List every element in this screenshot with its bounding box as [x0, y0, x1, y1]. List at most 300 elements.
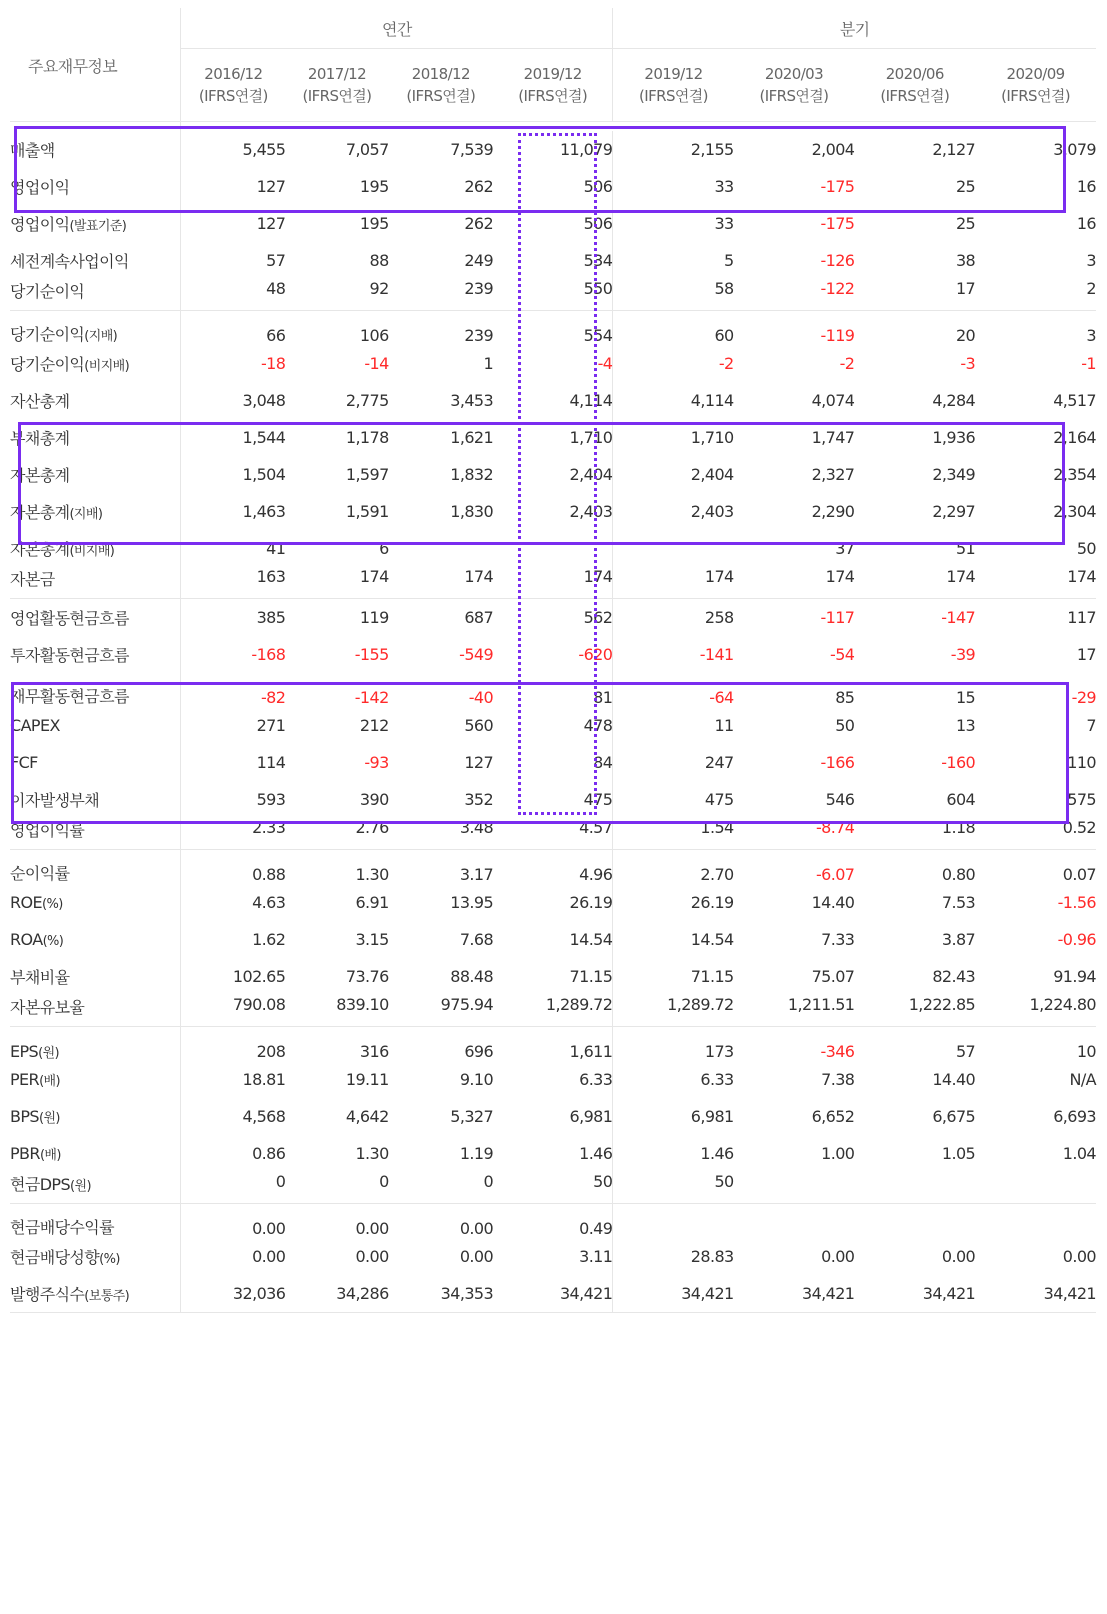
value-cell: 19.11: [345, 1070, 389, 1089]
value-cell: 4,642: [345, 1107, 389, 1126]
table-row: [10, 131, 1096, 168]
row-label: [10, 1204, 181, 1239]
row-label-sub: (%): [99, 1252, 120, 1267]
row-label: [10, 168, 181, 205]
period-header: [181, 49, 285, 122]
value-cell: 92: [285, 279, 388, 311]
value-cell: 2,404: [493, 456, 613, 493]
value-cell: 34,353: [389, 1275, 493, 1313]
value-cell: 71.15: [493, 958, 613, 995]
table-row: [10, 707, 1096, 744]
table-row: [10, 884, 1096, 921]
row-label-text: PBR: [10, 1144, 40, 1163]
value-cell: -14: [364, 354, 389, 373]
value-cell: 58: [613, 279, 734, 311]
row-label-sub: (지배): [69, 507, 103, 522]
row-label: [10, 382, 181, 419]
row-label: [10, 744, 181, 781]
value-cell: 7: [1086, 716, 1096, 735]
value-cell: 6,981: [493, 1098, 613, 1135]
value-cell: 4,284: [932, 391, 976, 410]
value-cell: 506: [493, 205, 613, 242]
value-cell: -0.96: [1057, 930, 1096, 949]
row-label: [10, 636, 181, 673]
value-cell: 4,568: [242, 1107, 286, 1126]
row-label: [10, 279, 181, 311]
row-label-sub: (비지배): [84, 359, 130, 374]
value-cell: 1,178: [345, 428, 389, 447]
table-row: [10, 530, 1096, 567]
value-cell: 2,304: [1053, 502, 1096, 521]
value-cell: 33: [714, 214, 734, 233]
value-cell: 352: [464, 790, 494, 809]
value-cell: 1.00: [821, 1144, 855, 1163]
value-cell: 66: [266, 326, 286, 345]
row-label-sub: (배): [39, 1074, 60, 1089]
value-cell: 7,539: [450, 140, 494, 159]
value-cell: 6.91: [355, 893, 389, 912]
value-cell: -64: [709, 688, 734, 707]
row-label: [10, 995, 181, 1027]
value-cell: -39: [950, 645, 976, 664]
value-cell: 75.07: [811, 967, 855, 986]
value-cell: 2,354: [1053, 465, 1096, 484]
value-cell: 34,421: [854, 1275, 975, 1313]
value-cell: -2: [839, 354, 855, 373]
value-cell: 16: [1076, 177, 1096, 196]
value-cell: 1.46: [700, 1144, 734, 1163]
value-cell: 26.19: [690, 893, 734, 912]
value-cell: 110: [1067, 753, 1096, 772]
value-cell: 1,224.80: [975, 995, 1096, 1027]
row-label: [10, 311, 181, 346]
value-cell: 81: [493, 673, 613, 707]
period-date: 2018/12: [411, 65, 470, 83]
row-label-text: 자본유보율: [10, 998, 85, 1017]
value-cell: 1.19: [459, 1144, 494, 1163]
period-basis: (IFRS연결): [880, 87, 950, 105]
value-cell: -40: [468, 688, 494, 707]
value-cell: 73.76: [345, 967, 389, 986]
row-label-text: 현금DPS: [10, 1175, 71, 1194]
value-cell: 4,074: [811, 391, 855, 410]
value-cell: 82.43: [932, 967, 976, 986]
value-cell: 41: [266, 539, 286, 558]
row-label: [10, 818, 181, 850]
value-cell: 2,327: [811, 465, 855, 484]
value-cell: 102.65: [232, 967, 286, 986]
value-cell: 0.00: [252, 1219, 286, 1238]
value-cell: -620: [493, 636, 613, 673]
period-basis: (IFRS연결): [1001, 87, 1071, 105]
table-row: [10, 921, 1096, 958]
value-cell: 1,710: [493, 419, 613, 456]
table-row: [10, 995, 1096, 1027]
value-cell: 1.30: [355, 865, 389, 884]
value-cell: 0.49: [493, 1204, 613, 1239]
period-basis: (IFRS연결): [518, 87, 588, 105]
row-label-text: 매출액: [10, 141, 55, 160]
value-cell: 3: [1086, 326, 1096, 345]
value-cell: 32,036: [181, 1275, 285, 1313]
value-cell: 25: [955, 177, 976, 196]
value-cell: 6.33: [493, 1061, 613, 1098]
row-label: [10, 707, 181, 744]
value-cell: 4,114: [690, 391, 734, 410]
value-cell: 475: [493, 781, 613, 818]
row-label-text: 현금배당성향: [10, 1248, 100, 1267]
row-label: [10, 1172, 181, 1204]
value-cell: 117: [1067, 608, 1096, 627]
period-date: 2016/12: [204, 65, 263, 83]
period-header: [975, 49, 1096, 122]
value-cell: 11,079: [493, 131, 613, 168]
value-cell: 2,297: [932, 502, 976, 521]
value-cell: 5: [724, 251, 734, 270]
value-cell: 2.70: [700, 865, 734, 884]
row-label: [10, 921, 181, 958]
value-cell: 2.76: [285, 818, 388, 850]
row-label-sub: (지배): [84, 329, 118, 344]
period-date: 2019/12: [523, 65, 582, 83]
table-row: [10, 567, 1096, 599]
period-header: [613, 49, 734, 122]
value-cell: 316: [359, 1042, 389, 1061]
value-cell: -3: [960, 354, 976, 373]
value-cell: 506: [493, 168, 613, 205]
table-row: [10, 1238, 1096, 1275]
row-label: [10, 1061, 181, 1098]
value-cell: 34,421: [613, 1275, 734, 1313]
value-cell: 0.86: [252, 1144, 286, 1163]
table-row: [10, 493, 1096, 530]
row-label-text: 자본총계: [10, 466, 70, 485]
value-cell: 0.00: [941, 1247, 976, 1266]
value-cell: 106: [359, 326, 389, 345]
row-label: [10, 850, 181, 885]
table-row: [10, 311, 1096, 346]
value-cell: 1,544: [242, 428, 286, 447]
value-cell: 3.48: [389, 818, 493, 850]
value-cell: 262: [464, 177, 494, 196]
value-cell: 34,421: [734, 1275, 855, 1313]
value-cell: 88.48: [450, 967, 494, 986]
value-cell: 7.68: [459, 930, 494, 949]
value-cell: 3,048: [242, 391, 286, 410]
value-cell: 174: [493, 567, 613, 599]
financial-table: [10, 8, 1096, 1313]
table-label-header: 주요재무정보: [10, 8, 181, 122]
table-row: [10, 456, 1096, 493]
value-cell: [854, 1204, 975, 1239]
value-cell: 0.07: [1062, 865, 1096, 884]
value-cell: -166: [820, 753, 855, 772]
value-cell: 127: [256, 214, 286, 233]
row-label: [10, 673, 181, 707]
row-label-sub: (원): [38, 1111, 60, 1126]
value-cell: 271: [256, 716, 286, 735]
table-row: [10, 1135, 1096, 1172]
value-cell: 2,775: [345, 391, 389, 410]
value-cell: 119: [359, 608, 389, 627]
value-cell: 1.05: [941, 1144, 976, 1163]
row-label-text: 부채총계: [10, 429, 70, 448]
value-cell: 1,830: [450, 502, 494, 521]
value-cell: 2,290: [811, 502, 855, 521]
value-cell: 249: [464, 251, 494, 270]
table-row: [10, 419, 1096, 456]
value-cell: 34,286: [285, 1275, 388, 1313]
table-row: [10, 345, 1096, 382]
period-basis: (IFRS연결): [759, 87, 829, 105]
value-cell: 239: [389, 279, 493, 311]
value-cell: 2,127: [932, 140, 976, 159]
value-cell: 1.46: [493, 1135, 613, 1172]
row-label-sub: (원): [70, 1179, 91, 1194]
value-cell: 127: [256, 177, 286, 196]
value-cell: 2,404: [690, 465, 734, 484]
value-cell: 3,079: [1053, 140, 1096, 159]
row-label: [10, 205, 181, 242]
value-cell: 2,349: [932, 465, 976, 484]
value-cell: 6,693: [1053, 1107, 1096, 1126]
value-cell: 0: [285, 1172, 388, 1204]
row-label: [10, 419, 181, 456]
row-label: [10, 1027, 181, 1062]
value-cell: 247: [704, 753, 734, 772]
value-cell: -141: [699, 645, 734, 664]
value-cell: 2,164: [1053, 428, 1096, 447]
table-row: [10, 1204, 1096, 1239]
period-date: 2019/12: [644, 65, 703, 83]
value-cell: 208: [256, 1042, 286, 1061]
table-row: [10, 636, 1096, 673]
value-cell: 0.00: [459, 1219, 494, 1238]
value-cell: -18: [260, 354, 286, 373]
table-row: [10, 1098, 1096, 1135]
row-label-text: EPS: [10, 1042, 39, 1061]
row-label-text: 세전계속사업이익: [10, 252, 129, 271]
period-header: [734, 49, 855, 122]
value-cell: 14.54: [493, 921, 613, 958]
table-row: [10, 168, 1096, 205]
value-cell: 478: [493, 707, 613, 744]
row-label-text: 재무활동현금흐름: [10, 687, 129, 706]
value-cell: 560: [464, 716, 494, 735]
value-cell: 85: [835, 688, 855, 707]
value-cell: 390: [359, 790, 389, 809]
value-cell: 174: [975, 567, 1096, 599]
period-header: [389, 49, 493, 122]
value-cell: 13: [955, 716, 976, 735]
table-row: [10, 744, 1096, 781]
value-cell: 2,403: [493, 493, 613, 530]
value-cell: 262: [464, 214, 494, 233]
value-cell: 1,504: [242, 465, 286, 484]
value-cell: -82: [260, 688, 286, 707]
value-cell: -147: [941, 608, 976, 627]
table-row: [10, 673, 1096, 707]
value-cell: 6,675: [932, 1107, 976, 1126]
value-cell: 4.96: [493, 850, 613, 885]
value-cell: 57: [266, 251, 286, 270]
value-cell: -175: [820, 214, 855, 233]
annual-group-header: 연간: [181, 8, 613, 49]
value-cell: 696: [464, 1042, 494, 1061]
value-cell: 212: [359, 716, 389, 735]
value-cell: 7.33: [821, 930, 855, 949]
value-cell: 3.17: [459, 865, 494, 884]
row-label: [10, 599, 181, 637]
value-cell: 1.62: [252, 930, 286, 949]
value-cell: 5,327: [450, 1107, 494, 1126]
table-row: [10, 242, 1096, 279]
value-cell: [613, 1204, 734, 1239]
row-label-text: 순이익률: [10, 864, 70, 883]
value-cell: 839.10: [285, 995, 388, 1027]
value-cell: [734, 1172, 855, 1204]
row-label-sub: (%): [42, 934, 64, 949]
value-cell: 1,591: [345, 502, 389, 521]
row-label-text: 자본총계: [10, 540, 70, 559]
row-label-text: 영업활동현금흐름: [10, 609, 129, 628]
value-cell: 1,621: [450, 428, 494, 447]
value-cell: 2,155: [690, 140, 734, 159]
value-cell: 17: [854, 279, 975, 311]
value-cell: 3,453: [450, 391, 494, 410]
quarter-group-header: 분기: [613, 8, 1096, 49]
value-cell: 6,652: [811, 1107, 855, 1126]
value-cell: 1,611: [493, 1027, 613, 1062]
value-cell: 50: [493, 1172, 613, 1204]
row-label: [10, 242, 181, 279]
value-cell: 1,463: [242, 502, 286, 521]
value-cell: 0.52: [975, 818, 1096, 850]
row-label-text: 자본총계: [10, 503, 70, 522]
value-cell: 16: [1076, 214, 1096, 233]
value-cell: 7.38: [821, 1070, 855, 1089]
value-cell: 0: [389, 1172, 493, 1204]
value-cell: 554: [493, 311, 613, 346]
value-cell: 5,455: [242, 140, 286, 159]
value-cell: 38: [955, 251, 976, 270]
row-label: [10, 567, 181, 599]
value-cell: -117: [820, 608, 855, 627]
value-cell: 1,936: [932, 428, 976, 447]
period-header: [285, 49, 388, 122]
row-label-text: 영업이익: [10, 178, 70, 197]
row-label-text: CAPEX: [10, 716, 60, 735]
value-cell: 1,289.72: [493, 995, 613, 1027]
value-cell: -122: [734, 279, 855, 311]
value-cell: [493, 530, 613, 567]
value-cell: 14.40: [811, 893, 855, 912]
value-cell: 20: [955, 326, 976, 345]
value-cell: 25: [955, 214, 976, 233]
value-cell: 50: [835, 716, 855, 735]
value-cell: 14.54: [690, 930, 734, 949]
value-cell: 3.87: [941, 930, 976, 949]
value-cell: 174: [854, 567, 975, 599]
value-cell: 1.18: [854, 818, 975, 850]
value-cell: 174: [613, 567, 734, 599]
value-cell: 562: [493, 599, 613, 637]
value-cell: 0.00: [355, 1219, 389, 1238]
row-label: [10, 131, 181, 168]
row-label: [10, 456, 181, 493]
value-cell: 0.80: [941, 865, 976, 884]
value-cell: 2: [975, 279, 1096, 311]
value-cell: 14.40: [932, 1070, 976, 1089]
value-cell: 7,057: [345, 140, 389, 159]
period-basis: (IFRS연결): [406, 87, 476, 105]
value-cell: 1.54: [613, 818, 734, 850]
value-cell: 1,222.85: [854, 995, 975, 1027]
value-cell: 50: [1076, 539, 1096, 558]
table-row: [10, 205, 1096, 242]
value-cell: 18.81: [242, 1070, 286, 1089]
value-cell: 91.94: [1053, 967, 1096, 986]
value-cell: 15: [955, 688, 976, 707]
value-cell: 575: [1067, 790, 1096, 809]
row-label-sub: (%): [42, 897, 63, 912]
value-cell: 1.04: [1062, 1144, 1096, 1163]
value-cell: 50: [613, 1172, 734, 1204]
value-cell: 2.33: [181, 818, 285, 850]
value-cell: 17: [1076, 645, 1096, 664]
value-cell: 0.00: [252, 1247, 286, 1266]
row-label-text: 영업이익률: [10, 821, 85, 840]
row-label: [10, 1238, 181, 1275]
value-cell: -54: [830, 645, 855, 664]
period-date: 2017/12: [307, 65, 367, 83]
row-label-text: 영업이익: [10, 215, 70, 234]
period-basis: (IFRS연결): [639, 87, 708, 105]
period-basis: (IFRS연결): [198, 87, 268, 105]
value-cell: 593: [256, 790, 286, 809]
value-cell: 10: [1076, 1042, 1096, 1061]
value-cell: 114: [256, 753, 286, 772]
row-label: [10, 1275, 181, 1313]
row-label-text: ROA: [10, 930, 43, 949]
value-cell: 3: [1086, 251, 1096, 270]
row-label-text: ROE: [10, 893, 43, 912]
value-cell: 2,403: [690, 502, 734, 521]
table-row: [10, 599, 1096, 637]
value-cell: 0.00: [821, 1247, 855, 1266]
value-cell: 1,832: [450, 465, 494, 484]
value-cell: -160: [941, 753, 976, 772]
row-label-text: BPS: [10, 1107, 39, 1126]
period-header: [854, 49, 975, 122]
value-cell: 790.08: [181, 995, 285, 1027]
value-cell: 1: [483, 354, 494, 373]
value-cell: 37: [835, 539, 855, 558]
row-label: [10, 1135, 181, 1172]
value-cell: 195: [359, 214, 389, 233]
value-cell: -175: [820, 177, 855, 196]
row-label-sub: (보통주): [84, 1289, 130, 1304]
row-label-text: 자산총계: [10, 392, 70, 411]
row-label: [10, 345, 181, 382]
period-date: 2020/09: [1006, 65, 1065, 83]
value-cell: 28.83: [690, 1247, 734, 1266]
table-row: [10, 818, 1096, 850]
row-label-text: 부채비율: [10, 968, 70, 987]
value-cell: 0.88: [252, 865, 286, 884]
value-cell: 0: [181, 1172, 285, 1204]
value-cell: 3.11: [493, 1238, 613, 1275]
